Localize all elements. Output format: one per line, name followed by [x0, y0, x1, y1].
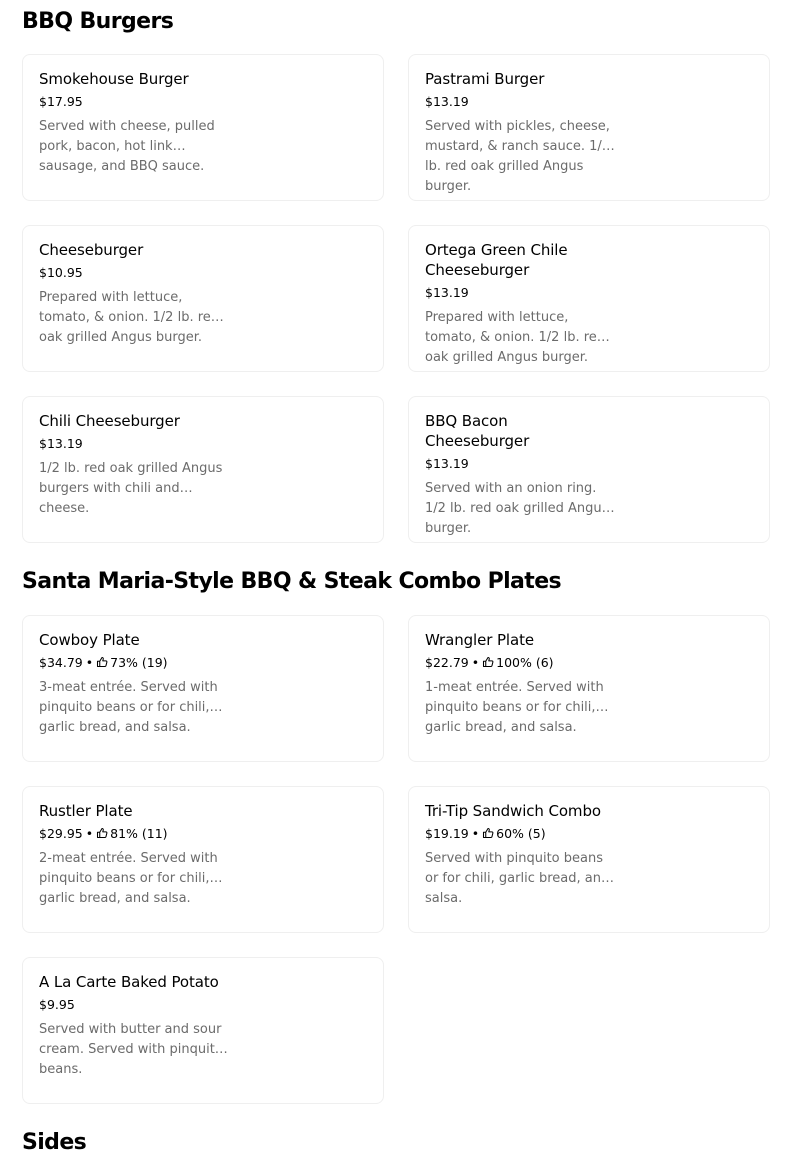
thumbs-up-icon [96, 827, 108, 839]
item-price: $10.95 [39, 265, 83, 280]
item-rating: 60% (5) [496, 826, 546, 841]
separator-dot: • [85, 826, 94, 841]
item-description: Served with an onion ring. 1/2 lb. red oak grilled Angus burger. [425, 481, 609, 536]
item-description: 3-meat entrée. Served with pinquito beans or for chili, garlic bread, and salsa. [39, 680, 218, 735]
menu-item-card[interactable] [408, 786, 770, 933]
item-name: Wrangler Plate [425, 631, 534, 649]
item-price: $22.79 [425, 655, 469, 670]
item-price-row [425, 655, 615, 671]
item-description: Prepared with lettuce, tomato, & onion. 1/2 lb. red oak grilled Angus burger. [39, 290, 220, 345]
item-price-row [425, 826, 615, 842]
item-name: Ortega Green Chile Cheeseburger [425, 241, 568, 279]
thumbs-up-icon [482, 827, 494, 839]
item-name: Pastrami Burger [425, 70, 545, 88]
menu-item-card[interactable] [22, 615, 384, 762]
item-price: $34.79 [39, 655, 83, 670]
section-title-bbq-burgers: BBQ Burgers [22, 9, 174, 34]
item-name: Rustler Plate [39, 802, 133, 820]
item-price-row [39, 997, 229, 1013]
section-title-sides: Sides [22, 1130, 87, 1155]
separator-dot: • [85, 655, 94, 670]
item-price: $29.95 [39, 826, 83, 841]
item-price-row [39, 655, 229, 671]
item-price-row [39, 436, 229, 452]
item-price-row [425, 456, 615, 472]
item-description: 2-meat entrée. Served with pinquito beans or for chili, garlic bread, and salsa. [39, 851, 218, 906]
item-price-row [425, 94, 615, 110]
item-price: $13.19 [425, 94, 469, 109]
item-price: $13.19 [39, 436, 83, 451]
item-description: 1-meat entrée. Served with pinquito beans or for chili, garlic bread, and salsa. [425, 680, 604, 735]
menu-item-card[interactable] [22, 396, 384, 543]
item-description: Prepared with lettuce, tomato, & onion. 1/2 lb. red oak grilled Angus burger. [425, 310, 606, 365]
menu-item-card[interactable] [22, 786, 384, 933]
item-description: Served with pickles, cheese, mustard, & ranch sauce. 1/2 lb. red oak grilled Angus burger. [425, 119, 611, 194]
separator-dot: • [471, 655, 480, 670]
item-description: Served with pinquito beans or for chili, garlic bread, and salsa. [425, 851, 610, 906]
menu-item-card[interactable] [22, 225, 384, 372]
item-price: $19.19 [425, 826, 469, 841]
item-price-row [39, 265, 229, 281]
item-description: Served with butter and sour cream. Served with pinquito beans. [39, 1022, 223, 1077]
item-price: $9.95 [39, 997, 75, 1012]
menu-item-card[interactable] [22, 54, 384, 201]
item-rating: 81% (11) [110, 826, 168, 841]
item-price: $13.19 [425, 285, 469, 300]
menu-item-card[interactable] [408, 54, 770, 201]
item-name: Cowboy Plate [39, 631, 140, 649]
item-name: BBQ Bacon Cheeseburger [425, 412, 530, 450]
item-rating: 73% (19) [110, 655, 168, 670]
menu-item-card[interactable] [408, 225, 770, 372]
thumbs-up-icon [96, 656, 108, 668]
item-price: $13.19 [425, 456, 469, 471]
item-name: Chili Cheeseburger [39, 412, 180, 430]
item-name: Smokehouse Burger [39, 70, 189, 88]
item-price-row [39, 826, 229, 842]
section-title-combo-plates: Santa Maria-Style BBQ & Steak Combo Plates [22, 569, 562, 594]
menu-item-card[interactable] [408, 396, 770, 543]
item-name: Tri-Tip Sandwich Combo [425, 802, 601, 820]
item-price-row [425, 285, 615, 301]
item-price-row [39, 94, 229, 110]
item-description: 1/2 lb. red oak grilled Angus burgers with chili and cheese. [39, 461, 223, 516]
menu-item-card[interactable] [22, 957, 384, 1104]
item-name: Cheeseburger [39, 241, 144, 259]
item-description: Served with cheese, pulled pork, bacon, hot link sausage, and BBQ sauce. [39, 119, 215, 174]
separator-dot: • [471, 826, 480, 841]
item-name: A La Carte Baked Potato [39, 973, 219, 991]
thumbs-up-icon [482, 656, 494, 668]
menu-item-card[interactable] [408, 615, 770, 762]
item-rating: 100% (6) [496, 655, 554, 670]
item-price: $17.95 [39, 94, 83, 109]
